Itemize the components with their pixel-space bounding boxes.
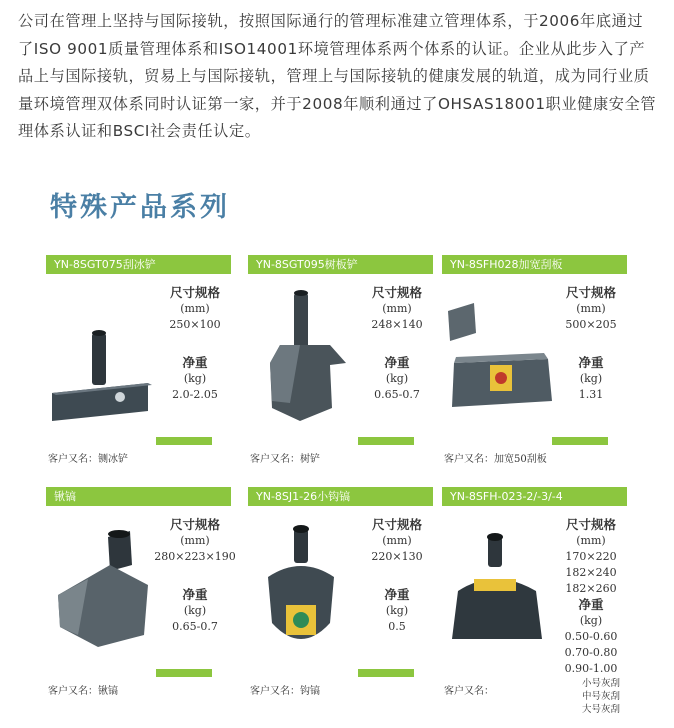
weight-value: 0.65-0.7 — [374, 388, 420, 401]
product-card-hook-pick — [248, 487, 438, 702]
tree-shovel-image — [250, 283, 358, 423]
size-value: 220×130 — [371, 550, 423, 563]
size-value: 170×220 — [565, 550, 617, 563]
product-alias: 客户又名：铡冰铲 — [48, 454, 128, 465]
weight-value-2: 0.70-0.80 — [564, 646, 618, 659]
accent-bar — [358, 437, 414, 445]
product-code-banner: YN-8SFH-023-2/-3/-4 — [442, 487, 627, 506]
product-spec: 尺寸规格 (mm) 220×130 净重 (kg) 0.5 — [356, 517, 438, 635]
weight-value: 2.0-2.05 — [172, 388, 218, 401]
accent-bar — [156, 669, 212, 677]
size-value: 500×205 — [565, 318, 617, 331]
product-alias: 客户又名：锹镐 — [48, 686, 118, 697]
plaster-scraper-image — [444, 515, 552, 655]
size-value-2: 182×240 — [565, 566, 617, 579]
product-code-banner: YN-8SGT075刮冰铲 — [46, 255, 231, 274]
size-value: 280×223×190 — [154, 550, 236, 563]
product-code-banner: 锹镐 — [46, 487, 231, 506]
product-card-pick-shovel — [46, 487, 236, 702]
product-card-tree-shovel — [248, 255, 438, 470]
product-catalog — [44, 185, 634, 728]
size-value: 248×140 — [371, 318, 423, 331]
product-spec: 尺寸规格 (mm) 500×205 净重 (kg) 1.31 — [550, 285, 632, 403]
product-spec: 尺寸规格 (mm) 250×100 净重 (kg) 2.0-2.05 — [154, 285, 236, 403]
product-code-banner: YN-8SFH028加宽刮板 — [442, 255, 627, 274]
product-spec: 尺寸规格 (mm) 280×223×190 净重 (kg) 0.65-0.7 — [154, 517, 236, 633]
hook-pick-image — [250, 515, 358, 655]
weight-value: 0.50-0.60 — [564, 630, 618, 643]
product-alias: 客户又名：钩镐 — [250, 686, 320, 697]
product-code-banner: YN-8SGT095树板铲 — [248, 255, 433, 274]
wide-scraper-image — [444, 283, 552, 423]
product-spec: 尺寸规格 (mm) 170×220 182×240 182×260 净重 (kg) 0.50-0.60 0.70-0.80 0.90-1.00 — [550, 517, 632, 677]
accent-bar — [156, 437, 212, 445]
product-card-plaster-scraper — [442, 487, 632, 715]
product-alias: 客户又名：树铲 — [250, 454, 320, 465]
product-spec: 尺寸规格 (mm) 248×140 净重 (kg) 0.65-0.7 — [356, 285, 438, 403]
product-alias: 客户又名： — [444, 686, 494, 697]
product-alias: 客户又名：加宽50刮板 — [444, 454, 547, 465]
weight-value: 0.5 — [388, 620, 406, 633]
pick-shovel-image — [48, 515, 156, 655]
weight-value: 1.31 — [578, 388, 604, 401]
weight-value: 0.65-0.7 — [172, 620, 218, 633]
accent-bar — [358, 669, 414, 677]
intro-paragraph: 公司在管理上坚持与国际接轨，按照国际通行的管理标准建立管理体系，于2006年底通过了ISO 9001质量管理体系和ISO14001环境管理体系两个体系的认证。企业从此步入了产品上与国际接轨，贸易上与国际接轨，管理上与国际接轨的健康发展的轨道，成为同行业质量环境管理双体系同时认证第一家，并于2008年顺利通过了OHSAS18001职业健康安全管理体系认证和BSCI社会责任认定。 — [18, 12, 657, 141]
catalog-title: 特殊产品系列 — [50, 192, 230, 223]
ice-scraper-image — [48, 283, 156, 423]
product-code-banner: YN-8SJ1-26小钩镐 — [248, 487, 433, 506]
product-card-ice-scraper — [46, 255, 236, 470]
product-card-wide-scraper — [442, 255, 632, 470]
size-value-3: 182×260 — [565, 582, 617, 595]
size-value: 250×100 — [169, 318, 221, 331]
product-alias-list: 小号灰刮 中号灰刮 大号灰刮 — [581, 678, 620, 715]
accent-bar — [552, 437, 608, 445]
weight-value-3: 0.90-1.00 — [564, 662, 618, 675]
